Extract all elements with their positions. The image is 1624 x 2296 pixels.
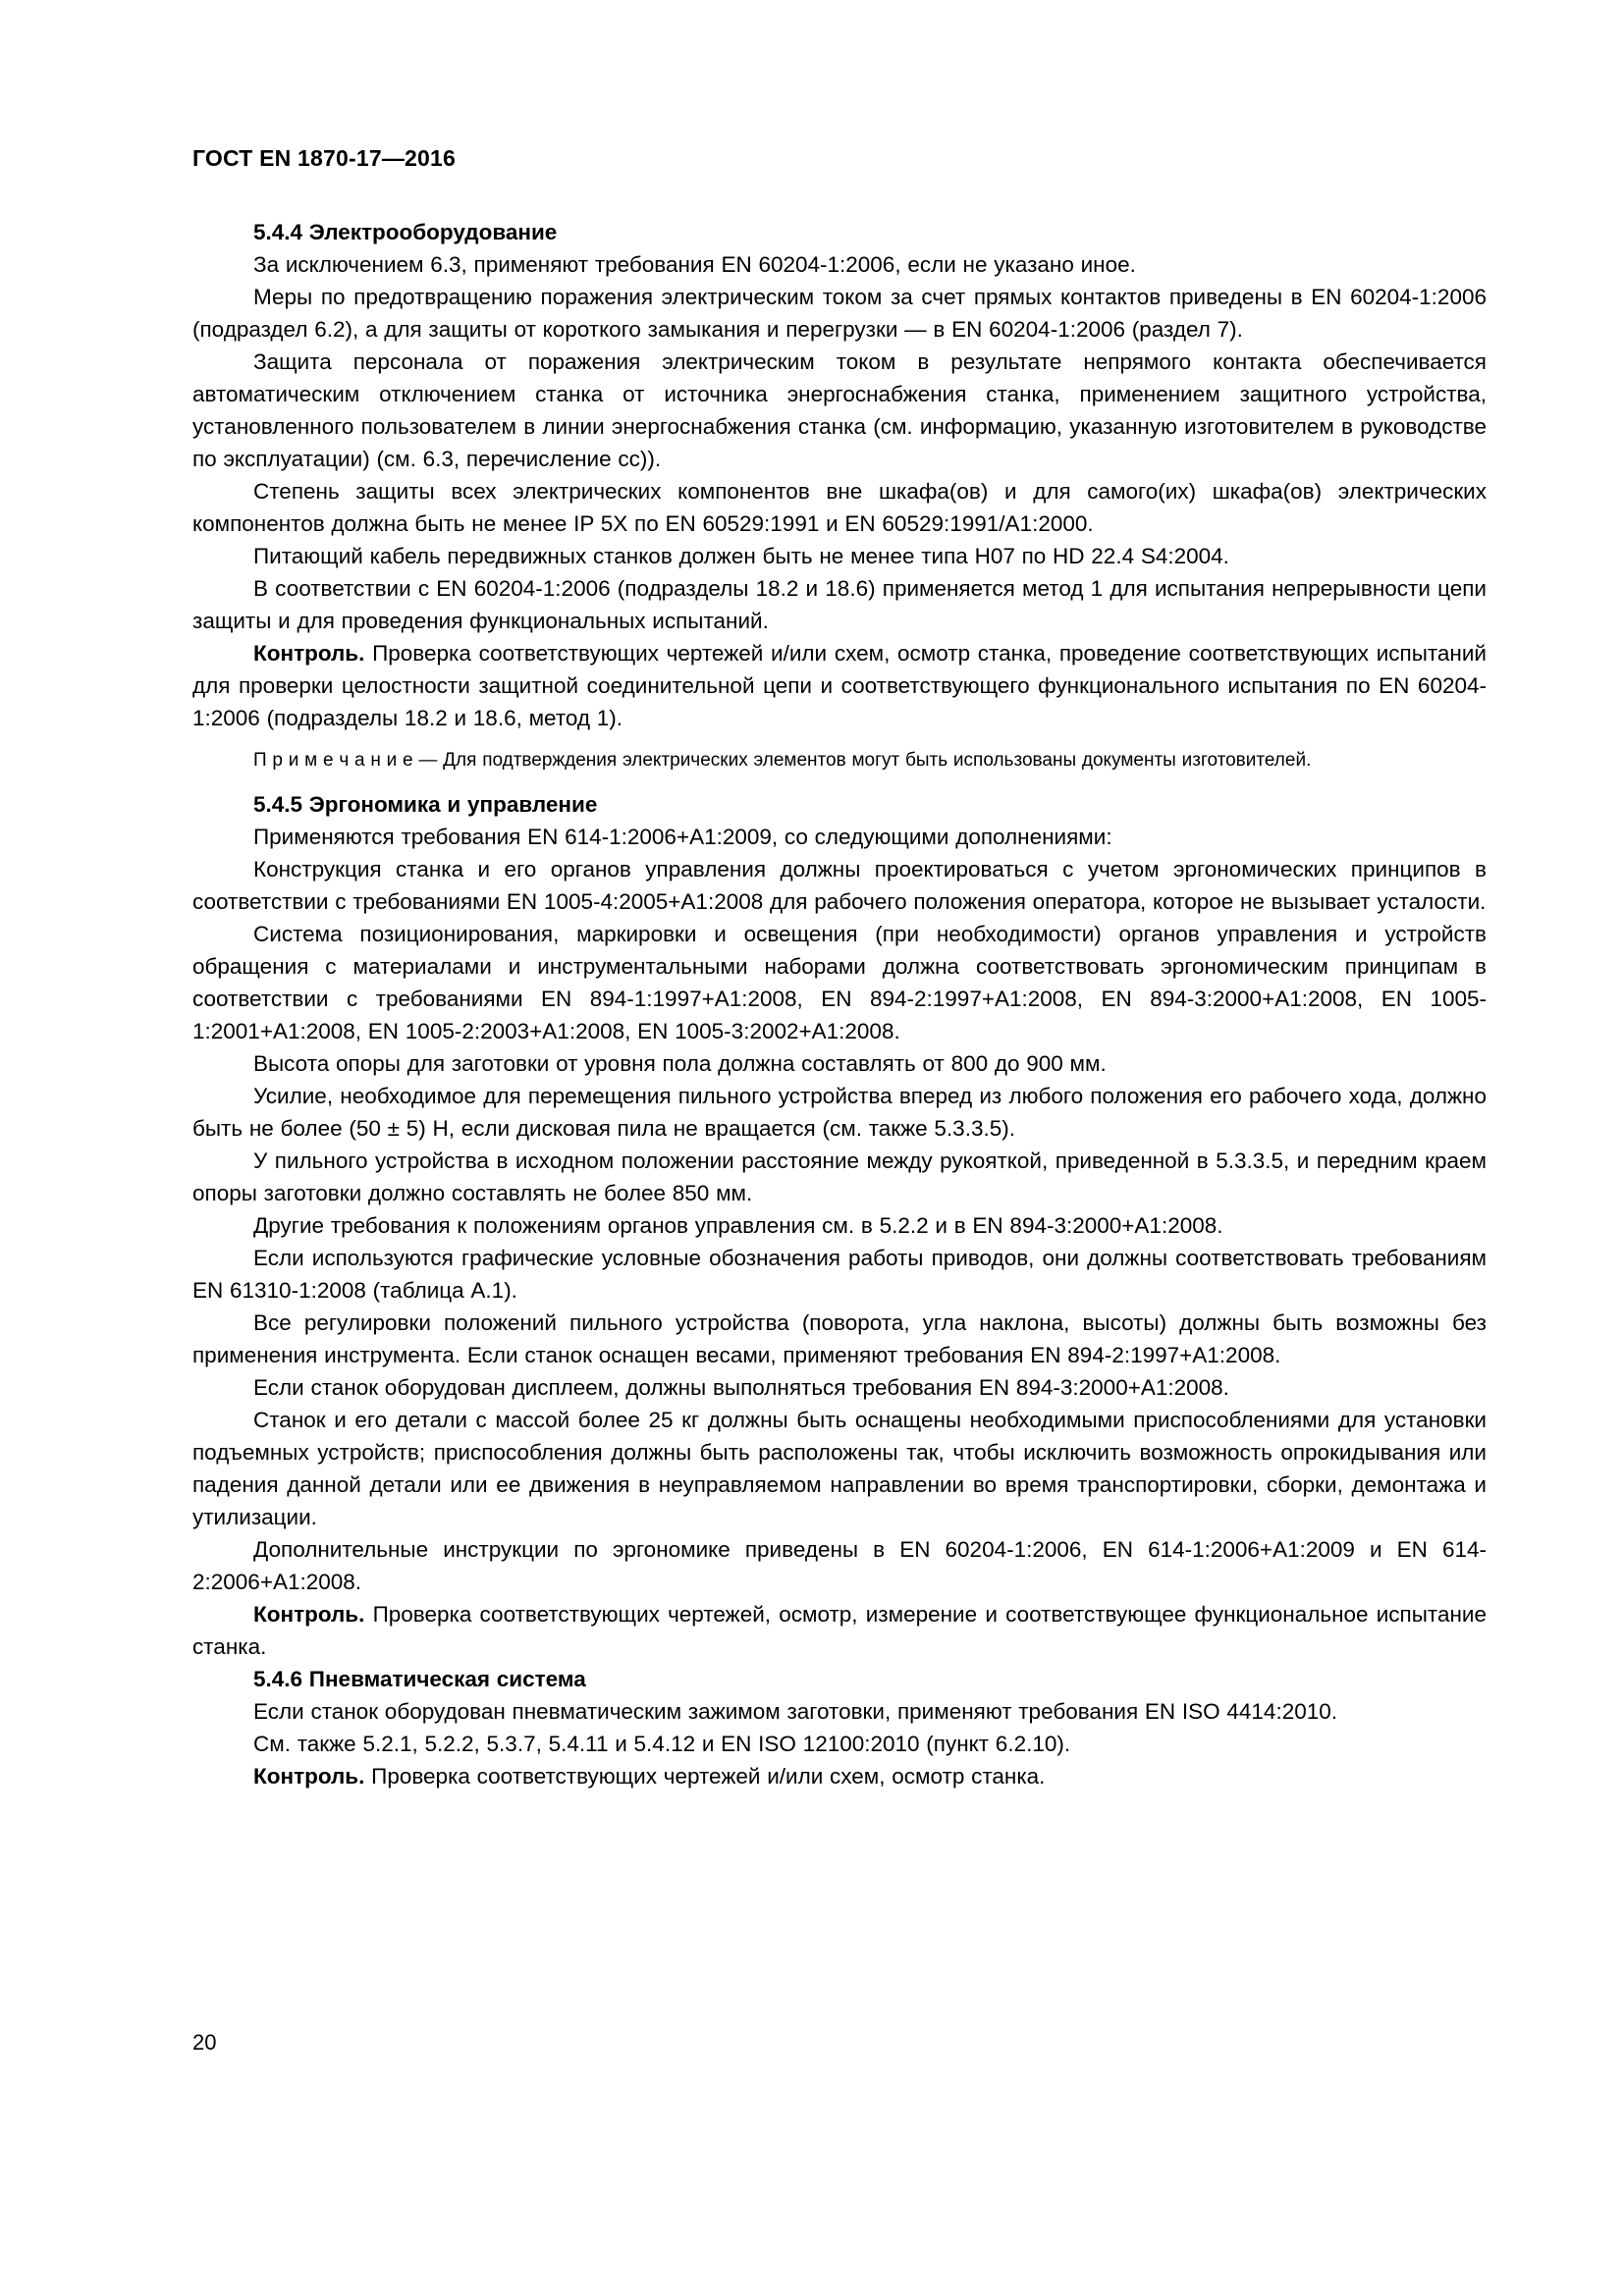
document-header: ГОСТ EN 1870-17—2016 (192, 145, 457, 171)
page-number: 20 (192, 2030, 217, 2055)
paragraph: Усилие, необходимое для перемещения пильного устройства вперед из любого положения его рабочего хода, должно быть не более (50 ± 5) Н, если дисковая пила не вращается (см. также 5.3.3.5). (192, 1083, 1487, 1141)
paragraph: Степень защиты всех электрических компонентов вне шкафа(ов) и для самого(их) шкафа(ов) электрических компонентов должна быть не менее IP 5X по EN 60529:1991 и EN 60529:1991/A1:2000. (192, 479, 1487, 536)
section-heading: 5.4.6 Пневматическая система (253, 1666, 586, 1691)
paragraph: Другие требования к положениям органов управления см. в 5.2.2 и в EN 894-3:2000+A1:2008. (253, 1212, 1223, 1238)
section-heading: 5.4.4 Электрооборудование (253, 220, 558, 244)
paragraph: Контроль. Проверка соответствующих чертежей и/или схем, осмотр станка. (253, 1763, 1046, 1789)
paragraph: Дополнительные инструкции по эргономике приведены в EN 60204-1:2006, EN 614-1:2006+A1:2009 и EN 614-2:2006+A1:2008. (192, 1536, 1487, 1594)
note-lead: П р и м е ч а н и е — (253, 750, 444, 771)
paragraph: Меры по предотвращению поражения электрическим током за счет прямых контактов приведены в EN 60204-1:2006 (подраздел 6.2), а для защиты от короткого замыкания и перегрузки — в EN 60204-1:2006 (раздел 7). (192, 285, 1487, 342)
paragraph: Если используются графические условные обозначения работы приводов, они должны соответствовать требованиям EN 61310-1:2008 (таблица А.1). (192, 1245, 1487, 1303)
paragraph: Контроль. Проверка соответствующих чертежей и/или схем, осмотр станка, проведение соответствующих испытаний для проверки целостности защитной соединительной цепи и соответствующего функционального испытания по EN 60204-1:2006 (подразделы 18.2 и 18.6, метод 1). (192, 641, 1487, 730)
paragraph: За исключением 6.3, применяют требования EN 60204-1:2006, если не указано иное. (253, 252, 1136, 277)
section-heading: 5.4.5 Эргономика и управление (253, 791, 598, 817)
paragraph: См. также 5.2.1, 5.2.2, 5.3.7, 5.4.11 и 5.4.12 и EN ISO 12100:2010 (пункт 6.2.10). (253, 1731, 1071, 1756)
paragraph: Питающий кабель передвижных станков должен быть не менее типа H07 по HD 22.4 S4:2004. (253, 544, 1229, 568)
paragraph: Все регулировки положений пильного устройства (поворота, угла наклона, высоты) должны быть возможны без применения инструмента. Если станок оснащен весами, применяют требования EN 894-2:1997+A1:2008. (192, 1309, 1487, 1367)
paragraph: Защита персонала от поражения электрическим током в результате непрямого контакта обеспечивается автоматическим отключением станка от источника энергоснабжения станка, применением защитного устройства, установленного пользователем в линии энергоснабжения станка (см. информацию, указанную изготовителем в руководстве по эксплуатации) (см. 6.3, перечисление сс)). (192, 349, 1487, 471)
paragraph: Применяются требования EN 614-1:2006+A1:2009, со следующими дополнениями: (253, 824, 1112, 849)
paragraph: Станок и его детали с массой более 25 кг должны быть оснащены необходимыми приспособлениями для установки подъемных устройств; приспособления должны быть расположены так, чтобы исключить возможность опрокидывания или падения данной детали или ее движения в неуправляемом направлении во время транспортировки, сборки, демонтажа и утилизации. (192, 1407, 1487, 1529)
paragraph: Контроль. Проверка соответствующих чертежей, осмотр, измерение и соответствующее функциональное испытание станка. (192, 1601, 1487, 1659)
paragraph-bold-lead: Контроль. (253, 1601, 365, 1627)
paragraph: Если станок оборудован дисплеем, должны выполняться требования EN 894-3:2000+A1:2008. (253, 1374, 1229, 1400)
paragraph: У пильного устройства в исходном положении расстояние между рукояткой, приведенной в 5.3.3.5, и передним краем опоры заготовки должно составлять не более 850 мм. (192, 1148, 1487, 1205)
document-content (192, 216, 1487, 1792)
note-paragraph: П р и м е ч а н и е — Для подтверждения электрических элементов могут быть использованы документы изготовителей. (253, 750, 1312, 771)
paragraph: Если станок оборудован пневматическим зажимом заготовки, применяют требования EN ISO 4414:2010. (253, 1698, 1338, 1724)
paragraph-bold-lead: Контроль. (253, 1763, 365, 1789)
paragraph: В соответствии с EN 60204-1:2006 (подразделы 18.2 и 18.6) применяется метод 1 для испытания непрерывности цепи защиты и для проведения функциональных испытаний. (192, 576, 1487, 633)
paragraph: Система позиционирования, маркировки и освещения (при необходимости) органов управления и устройств обращения с материалами и инструментальными наборами должна соответствовать эргономическим принципам в соответствии с требованиями EN 894-1:1997+A1:2008, EN 894-2:1997+A1:2008, EN 894-3:2000+A1:2008, EN 1005-1:2001+A1:2008, EN 1005-2:2003+A1:2008, EN 1005-3:2002+A1:2008. (192, 921, 1487, 1043)
paragraph-bold-lead: Контроль. (253, 641, 365, 666)
paragraph: Высота опоры для заготовки от уровня пола должна составлять от 800 до 900 мм. (253, 1050, 1107, 1076)
paragraph: Конструкция станка и его органов управления должны проектироваться с учетом эргономических принципов в соответствии с требованиями EN 1005-4:2005+A1:2008 для рабочего положения оператора, которое не вызывает усталости. (192, 856, 1487, 914)
